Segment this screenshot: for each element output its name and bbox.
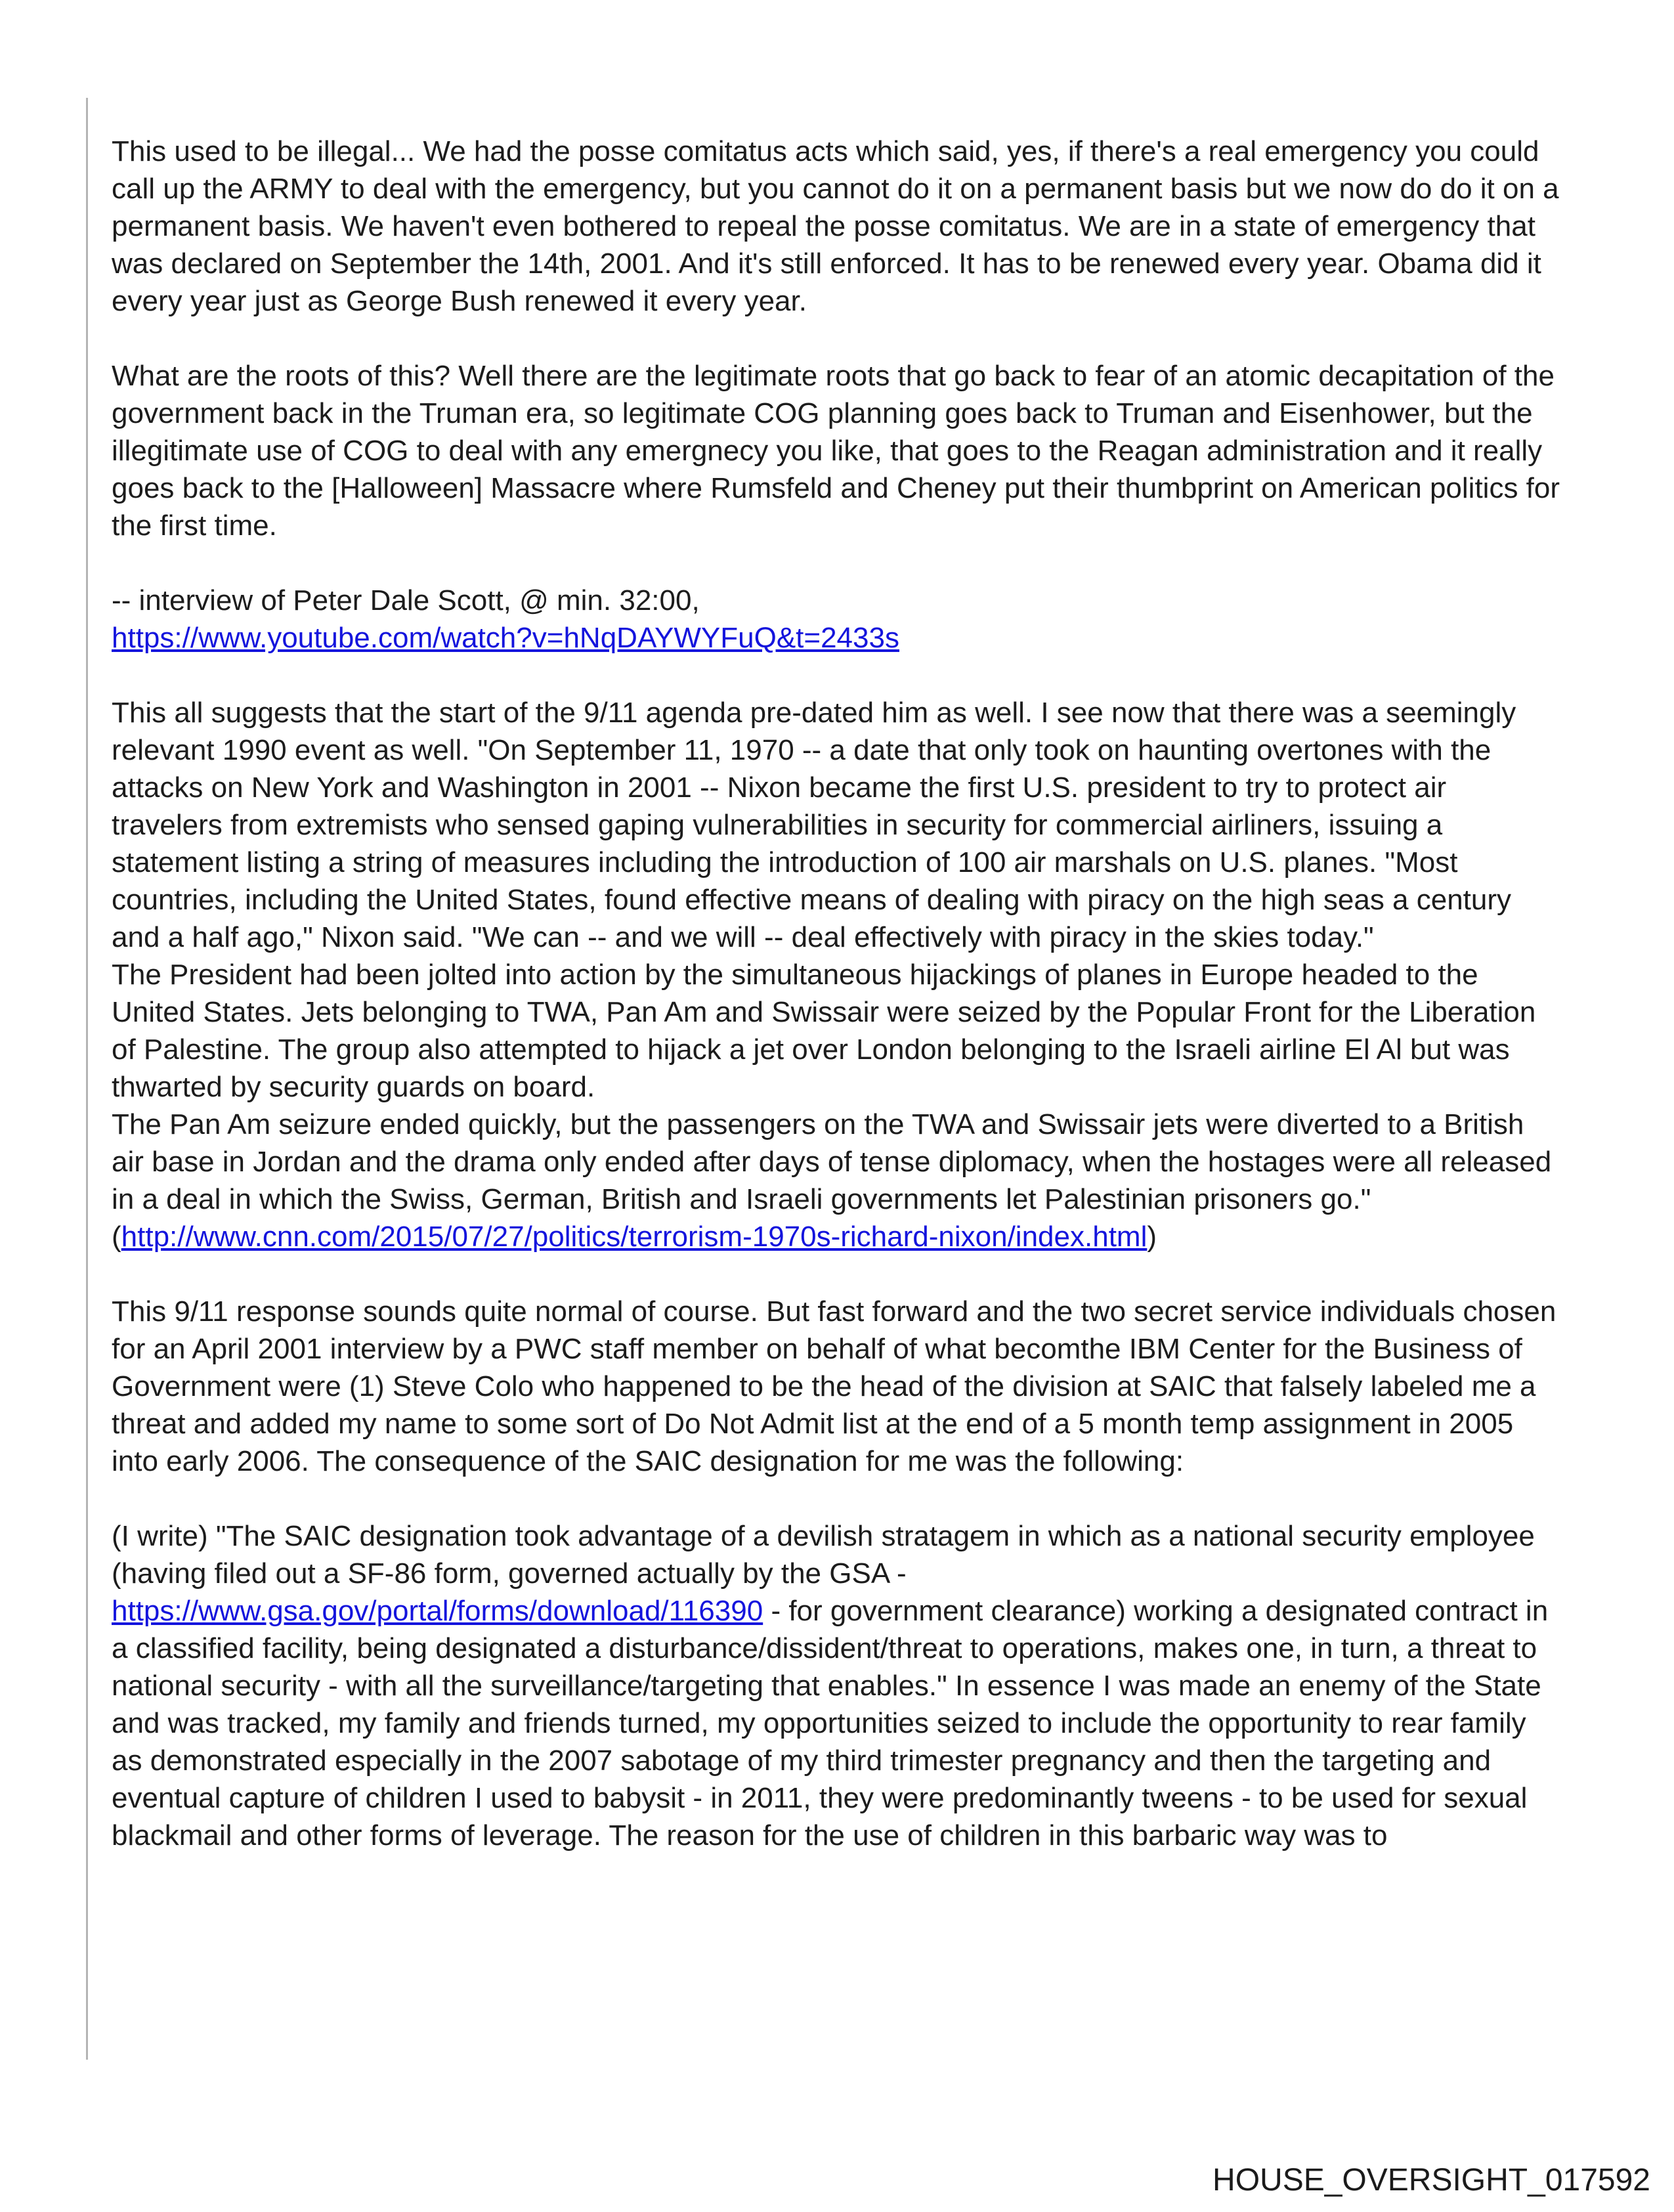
left-margin-rule [86, 98, 88, 2060]
paragraph-saic-designation: This 9/11 response sounds quite normal of course. But fast forward and the two secret service individuals chosen for an April 2001 interview by a PWC staff member on behalf of what becomthe IBM Center for the Business of Government were (1) Steve Colo who happened to be the head of the division at SAIC that falsely labeled me a threat and added my name to some sort of Do Not Admit list at the end of a 5 month temp assignment in 2005 into early 2006. The consequence of the SAIC designation for me was the following: [112, 1295, 1556, 1477]
close-paren: ) [1147, 1221, 1157, 1253]
panam-seizure-text [112, 1106, 1564, 1255]
citation-text: -- interview of Peter Dale Scott, @ min. 32:00, [112, 584, 700, 617]
cnn-link[interactable]: http://www.cnn.com/2015/07/27/politics/terrorism-1970s-richard-nixon/index.html [121, 1221, 1148, 1253]
panam-text: The Pan Am seizure ended quickly, but the passengers on the TWA and Swissair jets were diverted to a British air base in Jordan and the drama only ended after days of tense diplomacy, when the hostages were all released in a deal in which the Swiss, German, British and Israeli governments let Palestinian prisoners go." ( [112, 1108, 1552, 1253]
document-body [112, 133, 1564, 1854]
paragraph-i-write [112, 1517, 1564, 1854]
bates-number: HOUSE_OVERSIGHT_017592 [1213, 2163, 1650, 2198]
citation-block [112, 582, 1564, 657]
i-write-text-lead: (I write) "The SAIC designation took advantage of a devilish stratagem in which as a national security employee (having filed out a SF-86 form, governed actually by the GSA - [112, 1520, 1535, 1590]
gsa-link[interactable]: https://www.gsa.gov/portal/forms/download/116390 [112, 1595, 763, 1627]
president-jolted-text: The President had been jolted into action by the simultaneous hijackings of planes in Europe headed to the United States. Jets belonging to TWA, Pan Am and Swissair were seized by the Popular Front for the Liberation of Palestine. The group also attempted to hijack a jet over London belonging to the Israeli airline El Al but was thwarted by security guards on board. [112, 959, 1536, 1103]
paragraph-posse-comitatus: This used to be illegal... We had the posse comitatus acts which said, yes, if there's a real emergency you could call up the ARMY to deal with the emergency, but you cannot do it on a permanent basis but we now do do it on a permanent basis. We haven't even bothered to repeal the posse comitatus. We are in a state of emergency that was declared on September the 14th, 2001. And it's still enforced. It has to be renewed every year. Obama did it every year just as George Bush renewed it every year. [112, 135, 1559, 317]
youtube-link[interactable]: https://www.youtube.com/watch?v=hNqDAYWYFuQ&t=2433s [112, 622, 899, 654]
paragraph-nixon-1970 [112, 694, 1564, 1255]
i-write-text-tail: - for government clearance) working a designated contract in a classified facility, being designated a disturbance/dissident/threat to operations, makes one, in turn, a threat to national security - with all the surveillance/targeting that enables." In essence I was made an enemy of the State and was tracked, my family and friends turned, my opportunities seized to include the opportunity to rear family as demonstrated especially in the 2007 sabotage of my third trimester pregnancy and then the targeting and eventual capture of children I used to babysit - in 2011, they were predominantly tweens - to be used for sexual blackmail and other forms of leverage. The reason for the use of children in this barbaric way was to [112, 1595, 1549, 1852]
nixon-statement-text: This all suggests that the start of the 9/11 agenda pre-dated him as well. I see now that there was a seemingly relevant 1990 event as well. "On September 11, 1970 -- a date that only took on haunting overtones with the attacks on New York and Washington in 2001 -- Nixon became the first U.S. president to try to protect air travelers from extremists who sensed gaping vulnerabilities in security for commercial airliners, issuing a statement listing a string of measures including the introduction of 100 air marshals on U.S. planes. "Most countries, including the United States, found effective means of dealing with piracy on the high seas a century and a half ago," Nixon said. "We can -- and we will -- deal effectively with piracy in the skies today." [112, 697, 1516, 953]
paragraph-cog-roots: What are the roots of this? Well there are the legitimate roots that go back to fear of an atomic decapitation of the government back in the Truman era, so legitimate COG planning goes back to Truman and Eisenhower, but the illegitimate use of COG to deal with any emergnecy you like, that goes to the Reagan administration and it really goes back to the [Halloween] Massacre where Rumsfeld and Cheney put their thumbprint on American politics for the first time. [112, 360, 1560, 542]
